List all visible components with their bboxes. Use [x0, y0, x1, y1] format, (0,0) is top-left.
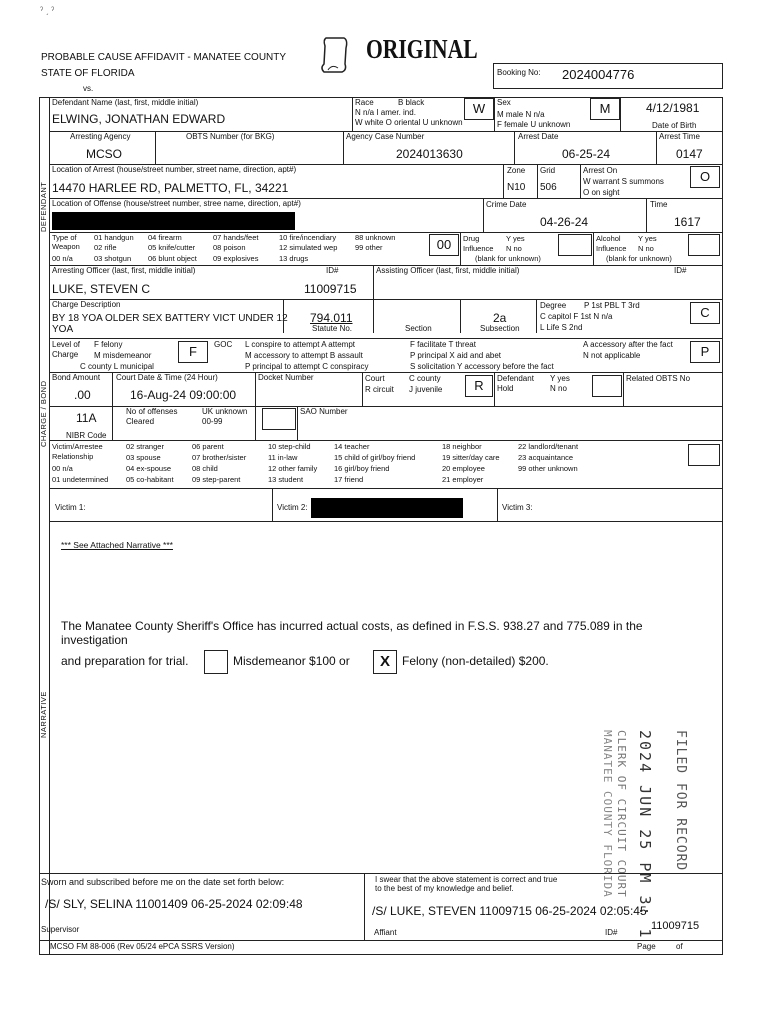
- divider: [623, 372, 624, 406]
- degree-label: Degree: [540, 301, 567, 310]
- relationship-option: 17 friend: [334, 475, 364, 484]
- divider: [494, 372, 495, 406]
- relationship-option: 16 girl/boy friend: [334, 464, 390, 473]
- drug-option: Y yes: [506, 234, 525, 243]
- page-label: Page: [637, 942, 656, 951]
- relationship-option: 00 n/a: [52, 464, 73, 473]
- divider: [497, 488, 498, 521]
- sao-label: SAO Number: [300, 407, 348, 416]
- level-label: Charge: [52, 350, 79, 359]
- court-type-label: Court: [365, 374, 385, 383]
- offenses-label: No of offenses: [126, 407, 178, 416]
- arresting-agency: MCSO: [86, 147, 122, 161]
- relationship-option: 14 teacher: [334, 442, 370, 451]
- race-code: W: [464, 98, 494, 120]
- affiant-signature: /S/ LUKE, STEVEN 11009715 06-25-2024 02:05:45: [372, 904, 647, 918]
- relationship-code-box: [688, 444, 720, 466]
- hold-code-box: [592, 375, 622, 397]
- weapon-option: 03 shotgun: [94, 254, 132, 263]
- goc-option: S solicitation Y accessory before the fact: [410, 362, 554, 371]
- statute-label: Statute No.: [312, 324, 353, 333]
- defendant-name: ELWING, JONATHAN EDWARD: [52, 112, 226, 126]
- weapon-option: 07 hands/feet: [213, 233, 259, 242]
- state-label: STATE OF FLORIDA: [41, 68, 135, 79]
- officer-id: 11009715: [304, 282, 357, 296]
- divider: [297, 406, 298, 440]
- divider: [536, 299, 537, 333]
- divider: [514, 131, 515, 164]
- divider: [460, 299, 461, 333]
- goc-option: P principal to attempt C conspiracy: [245, 362, 369, 371]
- original-stamp: ORIGINAL: [366, 34, 478, 64]
- weapon-option: 05 knife/cutter: [148, 243, 196, 252]
- weapon-label-2: Weapon: [52, 242, 80, 251]
- side-label-narrative: NARRATIVE: [39, 691, 48, 738]
- sex-code: M: [590, 98, 620, 120]
- weapon-option: 99 other: [355, 243, 383, 252]
- weapon-option: 88 unknown: [355, 233, 396, 242]
- affiant-id-label: ID#: [605, 928, 618, 937]
- side-label-defendant: DEFENDANT: [39, 181, 48, 232]
- charge-label: Charge Description: [52, 300, 121, 309]
- weapon-option: 04 firearm: [148, 233, 182, 242]
- relationship-option: 06 parent: [192, 442, 224, 451]
- subsection: 2a: [493, 311, 507, 325]
- weapon-option: 09 explosives: [213, 254, 259, 263]
- affiant-id: 11009715: [651, 920, 700, 932]
- relationship-option: 21 employer: [442, 475, 484, 484]
- relationship-option: 22 landlord/tenant: [518, 442, 579, 451]
- form-number: MCSO FM 88-006 (Rev 05/24 ePCA SSRS Version): [50, 942, 235, 951]
- docket-label: Docket Number: [258, 373, 314, 382]
- offenses-label: Cleared: [126, 417, 155, 426]
- degree-option: P 1st PBL T 3rd: [584, 301, 640, 310]
- court-date-time: 16-Aug-24 09:00:00: [130, 388, 237, 402]
- level-code: F: [178, 341, 208, 363]
- divider: [39, 940, 722, 941]
- agency-label: Arresting Agency: [70, 132, 131, 141]
- subsection-label: Subsection: [480, 324, 520, 333]
- relationship-option: 13 student: [268, 475, 304, 484]
- filing-stamp-line-2: 2024 JUN 25 PM 3: 1: [636, 730, 654, 940]
- officer-label: Arresting Officer (last, first, middle initial): [52, 266, 196, 275]
- assisting-officer-label: Assisting Officer (last, first, middle initial): [376, 266, 520, 275]
- court-type-label: R circuit: [365, 385, 394, 394]
- hold-option: N no: [550, 384, 567, 393]
- court-type-option: J juvenile: [409, 385, 443, 394]
- victim-2-label: Victim 2:: [277, 503, 308, 512]
- degree-option: L Life S 2nd: [540, 323, 583, 332]
- race-option-3: W white O oriental U unknown: [355, 118, 463, 127]
- court-type-code: R: [465, 375, 493, 397]
- alcohol-label: Alcohol: [596, 234, 621, 243]
- supervisor-label: Supervisor: [41, 925, 80, 934]
- arrest-on-code: O: [690, 166, 720, 188]
- goc-label: GOC: [214, 340, 233, 349]
- costs-statement-line-1: The Manatee County Sheriff's Office has incurred actual costs, as defined in F.S.S. 938.27 and 775.089 in the: [61, 619, 643, 633]
- goc-option: M accessory to attempt B assault: [245, 351, 363, 360]
- date-of-birth: 4/12/1981: [646, 101, 700, 115]
- weapon-na: 00 n/a: [52, 254, 73, 263]
- level-option: M misdemeanor: [94, 351, 152, 360]
- supervisor-signature: /S/ SLY, SELINA 11001409 06-25-2024 02:09:48: [45, 897, 303, 911]
- grid-label: Grid: [540, 166, 556, 175]
- drug-label: Influence: [463, 244, 494, 253]
- victim-1-label: Victim 1:: [55, 503, 86, 512]
- divider: [483, 198, 484, 232]
- filing-stamp-line-1: FILED FOR RECORD: [673, 730, 688, 872]
- arrest-time: 0147: [676, 147, 703, 161]
- crime-date-label: Crime Date: [486, 200, 527, 209]
- nibr-label: NIBR Code: [66, 431, 107, 440]
- level-option: F felony: [94, 340, 123, 349]
- zone: N10: [507, 182, 526, 193]
- document-seal-icon: [318, 34, 352, 76]
- goc-option: F facilitate T threat: [410, 340, 476, 349]
- divider: [352, 97, 353, 131]
- degree-code: C: [690, 302, 720, 324]
- relationship-option: 99 other unknown: [518, 464, 578, 473]
- divider: [460, 232, 461, 265]
- hold-label: Defendant: [497, 374, 534, 383]
- arrest-on-option-2: O on sight: [583, 188, 620, 197]
- alcohol-option: N no: [638, 244, 654, 253]
- redaction-bar: [311, 498, 463, 518]
- accessory-option: N not applicable: [583, 351, 641, 360]
- divider: [49, 521, 722, 522]
- form-title: PROBABLE CAUSE AFFIDAVIT - MANATEE COUNTY: [41, 52, 287, 63]
- race-option-1: B black: [398, 98, 425, 107]
- relationship-option: 23 acquaintance: [518, 453, 574, 462]
- relationship-option: 12 other family: [268, 464, 318, 473]
- misdemeanor-checkbox[interactable]: [204, 650, 228, 674]
- relationship-option: 03 spouse: [126, 453, 161, 462]
- goc-option: L conspire to attempt A attempt: [245, 340, 355, 349]
- scan-marks: ˀ ˏ ˀ: [40, 5, 55, 15]
- arresting-officer: LUKE, STEVEN C: [52, 282, 151, 296]
- sex-option-1: M male N n/a: [497, 110, 545, 119]
- side-divider: [49, 97, 50, 954]
- charge-description-line-2: YOA: [52, 324, 74, 335]
- court-type-option: C county: [409, 374, 441, 383]
- name-label: Defendant Name (last, first, middle initial): [52, 98, 199, 107]
- sex-label: Sex: [497, 98, 511, 107]
- relationship-option: 01 undetermined: [52, 475, 109, 484]
- divider: [49, 299, 722, 300]
- divider: [646, 198, 647, 232]
- dob-label: Date of Birth: [652, 121, 697, 130]
- court-date-label: Court Date & Time (24 Hour): [116, 373, 218, 382]
- arrest-time-label: Arrest Time: [659, 132, 700, 141]
- relationship-option: 19 sitter/day care: [442, 453, 500, 462]
- related-obts-label: Related OBTS No: [626, 374, 691, 383]
- crime-time: 1617: [674, 215, 701, 229]
- race-option-2: N n/a I amer. ind.: [355, 108, 416, 117]
- divider: [39, 873, 722, 874]
- weapon-option: 10 fire/incendiary: [279, 233, 337, 242]
- arrest-date-label: Arrest Date: [518, 132, 559, 141]
- level-label: Level of: [52, 340, 81, 349]
- affiant-label: Affiant: [374, 928, 397, 937]
- divider: [620, 97, 621, 131]
- section-label: Section: [405, 324, 432, 333]
- weapon-option: 13 drugs: [279, 254, 309, 263]
- relationship-option: 08 child: [192, 464, 218, 473]
- divider: [656, 131, 657, 164]
- nibr-code: 11A: [76, 411, 97, 425]
- officer-id-label: ID#: [326, 266, 339, 275]
- drug-code-box: [558, 234, 592, 256]
- case-label: Agency Case Number: [346, 132, 425, 141]
- relationship-option: 05 co-habitant: [126, 475, 174, 484]
- hold-label: Hold: [497, 384, 514, 393]
- sworn-statement: Sworn and subscribed before me on the date set forth below:: [41, 877, 285, 887]
- arrest-location: 14470 HARLEE RD, PALMETTO, FL, 34221: [52, 181, 289, 195]
- arrest-on-option-1: W warrant S summons: [583, 177, 664, 186]
- divider: [283, 299, 284, 333]
- case-number: 2024013630: [396, 147, 463, 161]
- alcohol-option: Y yes: [638, 234, 657, 243]
- hold-option: Y yes: [550, 374, 570, 383]
- offense-location-label: Location of Offense (house/street number, stree name, direction, apt#): [52, 199, 301, 208]
- relationship-label: Relationship: [52, 452, 94, 461]
- arrest-date: 06-25-24: [562, 147, 611, 161]
- offenses-option: UK unknown: [202, 407, 248, 416]
- charge-description-line-1: BY 18 YOA OLDER SEX BATTERY VICT UNDER 12: [52, 313, 288, 324]
- offenses-box: [262, 408, 296, 430]
- divider: [364, 873, 365, 941]
- degree-option: C capitol F 1st N n/a: [540, 312, 613, 321]
- divider: [343, 131, 344, 164]
- of-label: of: [676, 942, 683, 951]
- weapon-option: 02 rifle: [94, 243, 117, 252]
- relationship-option: 02 stranger: [126, 442, 164, 451]
- drug-option: N no: [506, 244, 522, 253]
- divider: [49, 488, 722, 489]
- weapon-label-1: Type of: [52, 233, 77, 242]
- victim-3-label: Victim 3:: [502, 503, 533, 512]
- race-label: Race: [355, 98, 374, 107]
- relationship-option: 11 in-law: [268, 453, 298, 462]
- level-option: C county L municipal: [80, 362, 154, 371]
- relationship-label: Victim/Arrestee: [52, 442, 103, 451]
- filing-stamp-line-3: CLERK OF CIRCUIT COURT: [615, 730, 628, 898]
- accessory-code: P: [690, 341, 720, 363]
- relationship-option: 10 step-child: [268, 442, 311, 451]
- filing-stamp-line-4: MANATEE COUNTY FLORIDA: [601, 730, 614, 898]
- relationship-option: 20 employee: [442, 464, 485, 473]
- alcohol-label: Influence: [596, 244, 627, 253]
- crime-time-label: Time: [650, 200, 668, 209]
- divider: [373, 299, 374, 333]
- sex-option-2: F female U unknown: [497, 120, 571, 129]
- drug-label: Drug: [463, 234, 480, 243]
- redaction-bar: [52, 212, 295, 230]
- relationship-option: 09 step-parent: [192, 475, 241, 484]
- statute-number: 794.011: [310, 311, 353, 325]
- obts-label: OBTS Number (for BKG): [186, 132, 275, 141]
- felony-label: Felony (non-detailed) $200.: [402, 654, 549, 668]
- relationship-option: 07 brother/sister: [192, 453, 247, 462]
- see-attached-narrative: *** See Attached Narrative ***: [61, 540, 173, 550]
- felony-checkbox[interactable]: X: [373, 650, 397, 674]
- costs-statement-line-2: investigation: [61, 633, 128, 647]
- weapon-option: 06 blunt object: [148, 254, 197, 263]
- divider: [49, 440, 722, 441]
- divider: [537, 164, 538, 198]
- divider: [580, 164, 581, 198]
- bond-label: Bond Amount: [52, 373, 101, 382]
- grid: 506: [540, 182, 557, 193]
- booking-number: 2024004776: [562, 67, 635, 82]
- swear-statement-line-1: I swear that the above statement is correct and true: [375, 875, 558, 884]
- divider: [593, 232, 594, 265]
- divider: [49, 338, 722, 339]
- divider: [373, 265, 374, 299]
- divider: [272, 488, 273, 521]
- weapon-code: 00: [429, 234, 459, 256]
- assisting-id-label: ID#: [674, 266, 687, 275]
- costs-statement-line-3: and preparation for trial.: [61, 654, 189, 668]
- drug-option: (blank for unknown): [475, 254, 541, 263]
- arrest-on-label: Arrest On: [583, 166, 618, 175]
- swear-statement-line-2: to the best of my knowledge and belief.: [375, 884, 514, 893]
- weapon-option: 01 handgun: [94, 233, 134, 242]
- bond-amount: .00: [74, 388, 91, 402]
- zone-label: Zone: [507, 166, 526, 175]
- divider: [362, 372, 363, 406]
- vs-label: vs.: [83, 84, 94, 93]
- relationship-option: 18 neighbor: [442, 442, 482, 451]
- accessory-option: A accessory after the fact: [583, 340, 673, 349]
- offenses-option: 00-99: [202, 417, 223, 426]
- divider: [503, 164, 504, 198]
- divider: [155, 131, 156, 164]
- weapon-option: 12 simulated wep: [279, 243, 338, 252]
- goc-option: P principal X aid and abet: [410, 351, 502, 360]
- crime-date: 04-26-24: [540, 215, 589, 229]
- relationship-option: 15 child of girl/boy friend: [334, 453, 416, 462]
- weapon-option: 08 poison: [213, 243, 246, 252]
- misdemeanor-label: Misdemeanor $100 or: [233, 654, 350, 668]
- side-label-charge-bond: CHARGE / BOND: [39, 380, 48, 447]
- booking-label: Booking No:: [497, 68, 541, 77]
- arrest-location-label: Location of Arrest (house/street number, street name, direction, apt#): [52, 165, 297, 174]
- relationship-option: 04 ex-spouse: [126, 464, 172, 473]
- alcohol-option: (blank for unknown): [606, 254, 672, 263]
- alcohol-code-box: [688, 234, 720, 256]
- divider: [494, 97, 495, 131]
